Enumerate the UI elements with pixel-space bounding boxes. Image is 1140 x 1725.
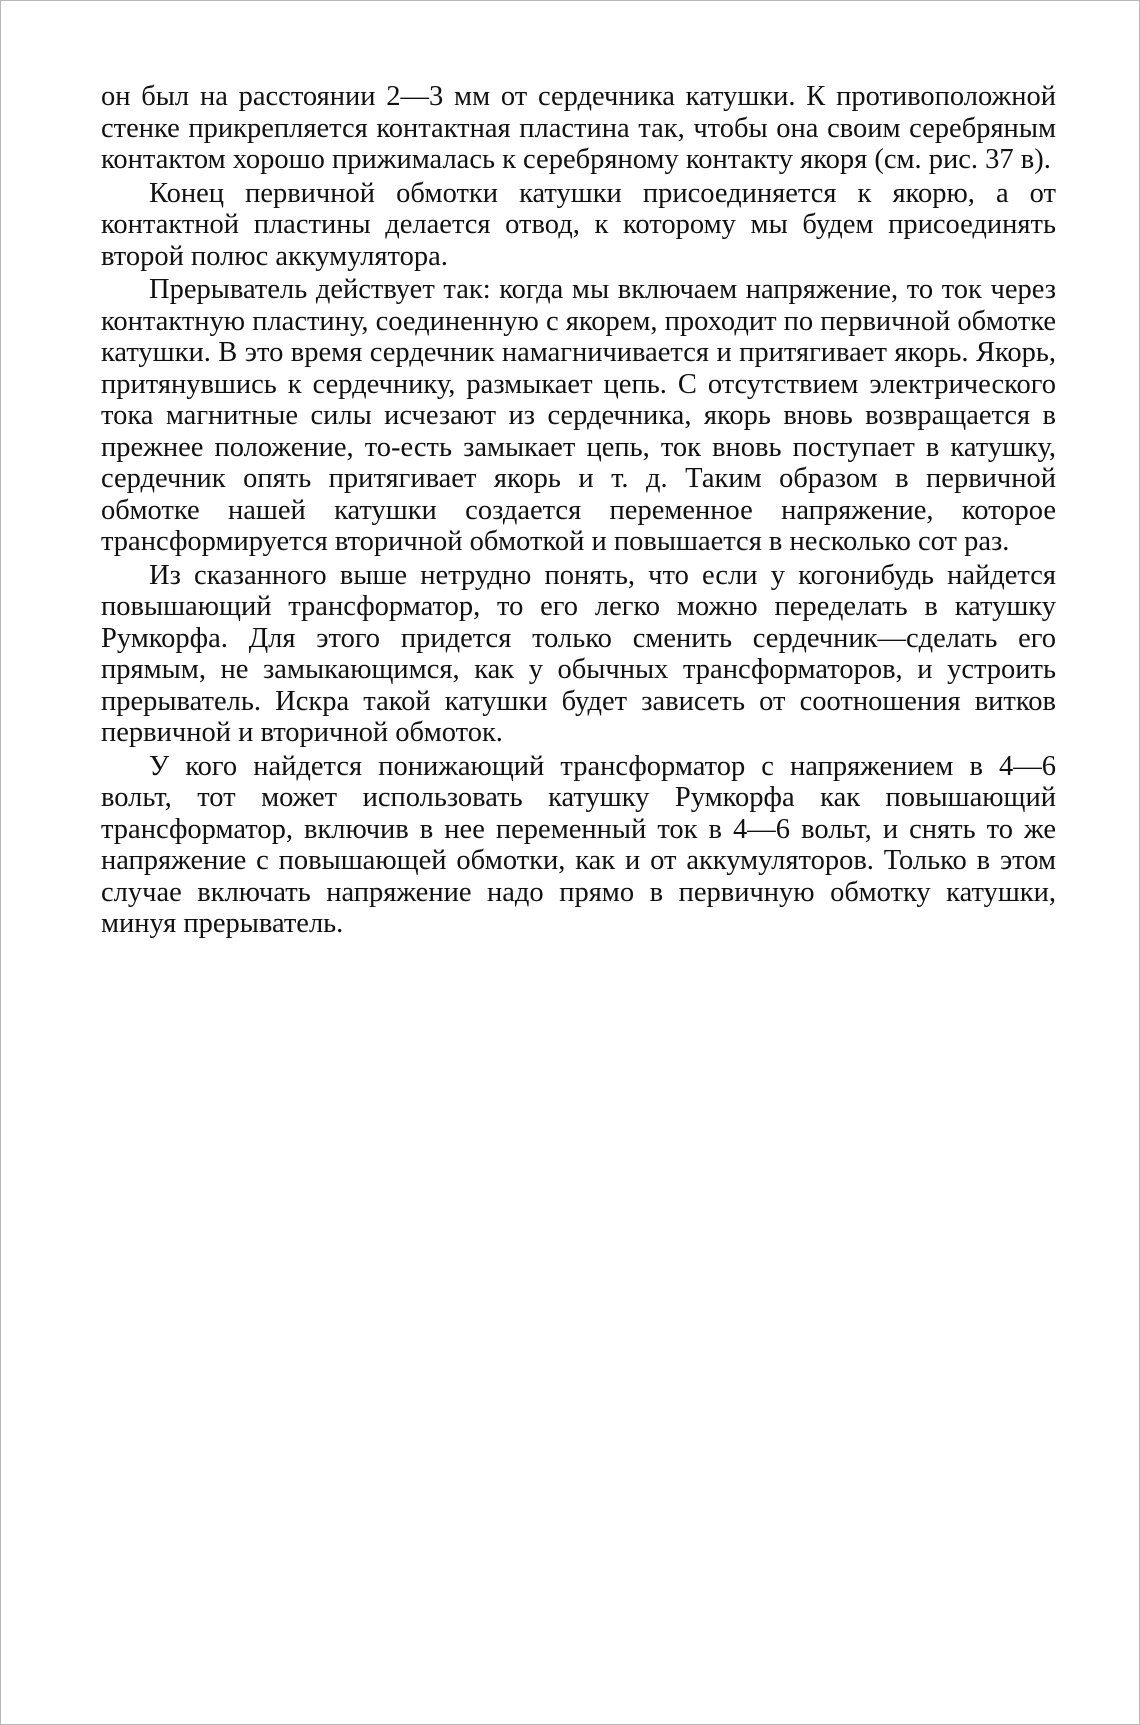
body-text [101,81,1056,942]
paragraph-5: У кого найдется понижающий трансформатор с напряжением в 4—6 вольт, тот может использовать катушку Румкорфа как повышающий трансформатор, включив в нее переменный ток в 4—6 вольт, и снять то же напряжение с повышающей обмотки, как и от аккумуляторов. Только в этом случае включать напряжение надо прямо в первичную обмотку катушки, минуя прерыватель. [101,750,1056,939]
paragraph-2: Конец первичной обмотки катушки присоединяется к якорю, а от контактной пластины делается отвод, к которому мы будем присоединять второй полюс аккумулятора. [101,177,1056,272]
paragraph-4: Из сказанного выше нетрудно понять, что если у когонибудь найдется повышающий трансформатор, то его легко можно переделать в катушку Румкорфа. Для этого придется только сменить сердечник—сделать его прямым, не замыкающимся, как у обычных трансформаторов, и устроить прерыватель. Искра такой катушки будет зависеть от соотношения витков первичной и вторичной обмоток. [101,559,1056,748]
paragraph-3: Прерыватель действует так: когда мы включаем напряжение, то ток через контактную пластину, соединенную с якорем, проходит по первичной обмотке катушки. В это время сердечник намагничивается и притягивает якорь. Якорь, притянувшись к сердечнику, размыкает цепь. С отсутствием электрического тока магнитные силы исчезают из сердечника, якорь вновь возвращается в прежнее положение, то-есть замыкает цепь, ток вновь поступает в катушку, сердечник опять притягивает якорь и т. д. Таким образом в первичной обмотке нашей катушки создается переменное напряжение, которое трансформируется вторичной обмоткой и повышается в несколько сот раз. [101,274,1056,557]
paragraph-1: он был на расстоянии 2—3 мм от сердечника катушки. К противоположной стенке прикрепляется контактная пластина так, чтобы она своим серебряным контактом хорошо прижималась к серебряному контакту якоря (см. рис. 37 в). [101,81,1056,175]
